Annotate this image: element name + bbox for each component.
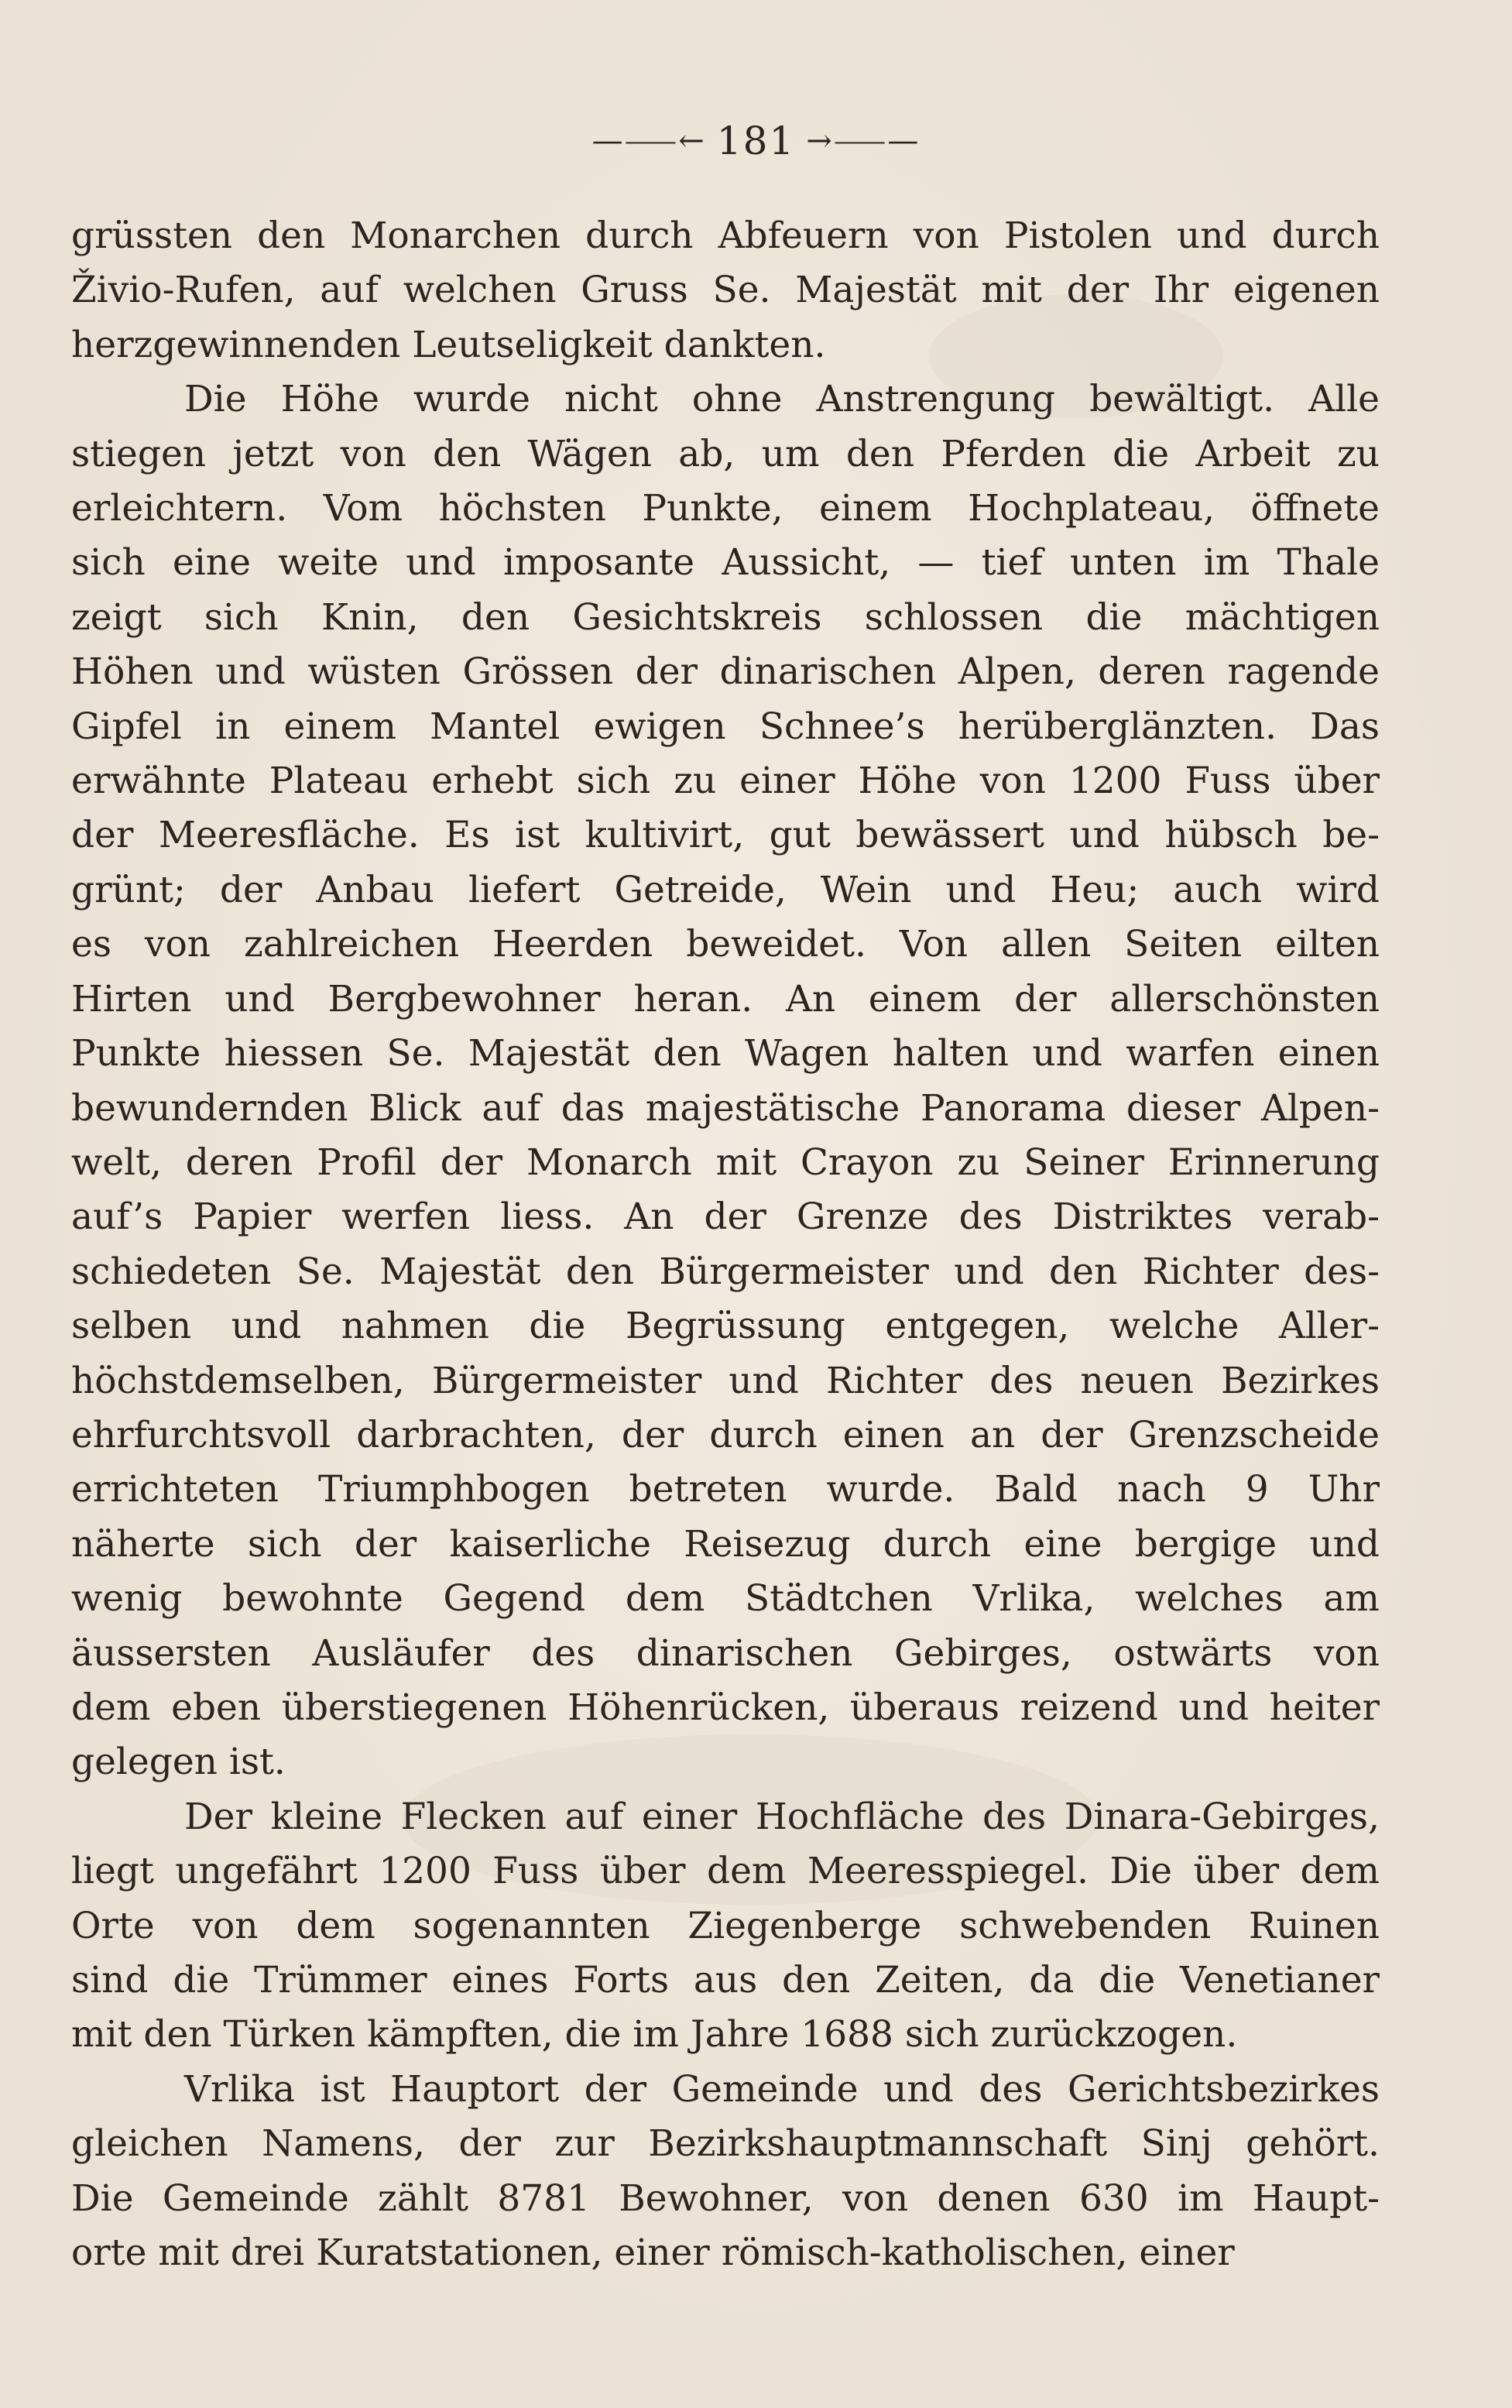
- text-line: Punkte hiessen Se. Majestät den Wagen halten und warfen einen: [71, 1032, 1380, 1075]
- text-line: äussersten Ausläufer des dinarischen Gebirges, ostwärts von: [71, 1631, 1380, 1675]
- text-line: schiedeten Se. Majestät den Bürgermeister und den Richter des-: [71, 1250, 1380, 1293]
- paragraph: [71, 2063, 1380, 2281]
- text-line: grüssten den Monarchen durch Abfeuern von Pistolen und durch: [71, 214, 1380, 257]
- text-line: herzgewinnenden Leutseligkeit dankten.: [71, 323, 826, 366]
- text-line: zeigt sich Knin, den Gesichtskreis schlossen die mächtigen: [71, 595, 1380, 639]
- text-line: grünt; der Anbau liefert Getreide, Wein und Heu; auch wird: [71, 868, 1380, 911]
- text-line: auf’s Papier werfen liess. An der Grenze des Distriktes verab-: [71, 1195, 1380, 1239]
- text-line: welt, deren Profil der Monarch mit Crayon zu Seiner Erinnerung: [71, 1141, 1380, 1184]
- text-line: Die Höhe wurde nicht ohne Anstrengung bewältigt. Alle: [184, 378, 1380, 421]
- paragraph: [71, 1790, 1380, 2063]
- body-text: [71, 209, 1380, 2280]
- text-line: erleichtern. Vom höchsten Punkte, einem Hochplateau, öffnete: [71, 487, 1380, 530]
- text-line: Höhen und wüsten Grössen der dinarischen Alpen, deren ragende: [71, 650, 1380, 694]
- text-line: Orte von dem sogenannten Ziegenberge schwebenden Ruinen: [71, 1904, 1380, 1947]
- text-line: mit den Türken kämpften, die im Jahre 1688 sich zurückzogen.: [71, 2013, 1238, 2056]
- text-line: Der kleine Flecken auf einer Hochfläche des Dinara-Gebirges,: [184, 1795, 1380, 1838]
- text-line: gelegen ist.: [71, 1741, 286, 1784]
- text-line: Živio-Rufen, auf welchen Gruss Se. Majestät mit der Ihr eigenen: [71, 269, 1380, 312]
- text-line: ehrfurchtsvoll darbrachten, der durch einen an der Grenzscheide: [71, 1413, 1380, 1456]
- text-line: stiegen jetzt von den Wägen ab, um den Pferden die Arbeit zu: [71, 432, 1380, 475]
- text-line: wenig bewohnte Gegend dem Städtchen Vrlika, welches am: [71, 1577, 1380, 1621]
- text-line: Hirten und Bergbewohner heran. An einem der allerschönsten: [71, 977, 1380, 1020]
- paragraph: [71, 209, 1380, 372]
- text-line: näherte sich der kaiserliche Reisezug durch eine bergige und: [71, 1522, 1380, 1566]
- text-line: Vrlika ist Hauptort der Gemeinde und des Gerichtsbezirkes: [184, 2067, 1380, 2111]
- text-line: orte mit drei Kuratstationen, einer römisch-katholischen, einer: [71, 2231, 1235, 2275]
- text-line: Gipfel in einem Mantel ewigen Schnee’s herüberglänzten. Das: [71, 705, 1380, 748]
- paragraph: [71, 372, 1380, 1790]
- text-line: bewundernden Blick auf das majestätische Panorama dieser Alpen-: [71, 1086, 1380, 1130]
- ornament-left: —⸺←: [591, 123, 706, 159]
- page-header: [0, 116, 1512, 163]
- text-line: sich eine weite und imposante Aussicht, — tief unten im Thale: [71, 541, 1380, 585]
- text-line: errichteten Triumphbogen betreten wurde. Bald nach 9 Uhr: [71, 1468, 1380, 1511]
- text-line: sind die Trümmer eines Forts aus den Zeiten, da die Venetianer: [71, 1959, 1380, 2002]
- page-number: 181: [716, 118, 796, 163]
- text-line: selben und nahmen die Begrüssung entgegen, welche Aller-: [71, 1305, 1380, 1348]
- text-line: erwähnte Plateau erhebt sich zu einer Höhe von 1200 Fuss über: [71, 760, 1380, 803]
- text-line: Die Gemeinde zählt 8781 Bewohner, von denen 630 im Haupt-: [71, 2176, 1380, 2220]
- ornament-right: →⸺—: [806, 123, 921, 159]
- text-line: es von zahlreichen Heerden beweidet. Von allen Seiten eilten: [71, 923, 1380, 966]
- text-line: dem eben überstiegenen Höhenrücken, überaus reizend und heiter: [71, 1686, 1380, 1729]
- text-line: der Meeresfläche. Es ist kultivirt, gut bewässert und hübsch be-: [71, 814, 1380, 857]
- text-line: liegt ungefährt 1200 Fuss über dem Meeresspiegel. Die über dem: [71, 1850, 1380, 1893]
- text-line: höchstdemselben, Bürgermeister und Richter des neuen Bezirkes: [71, 1359, 1380, 1402]
- text-line: gleichen Namens, der zur Bezirkshauptmannschaft Sinj gehört.: [71, 2122, 1380, 2166]
